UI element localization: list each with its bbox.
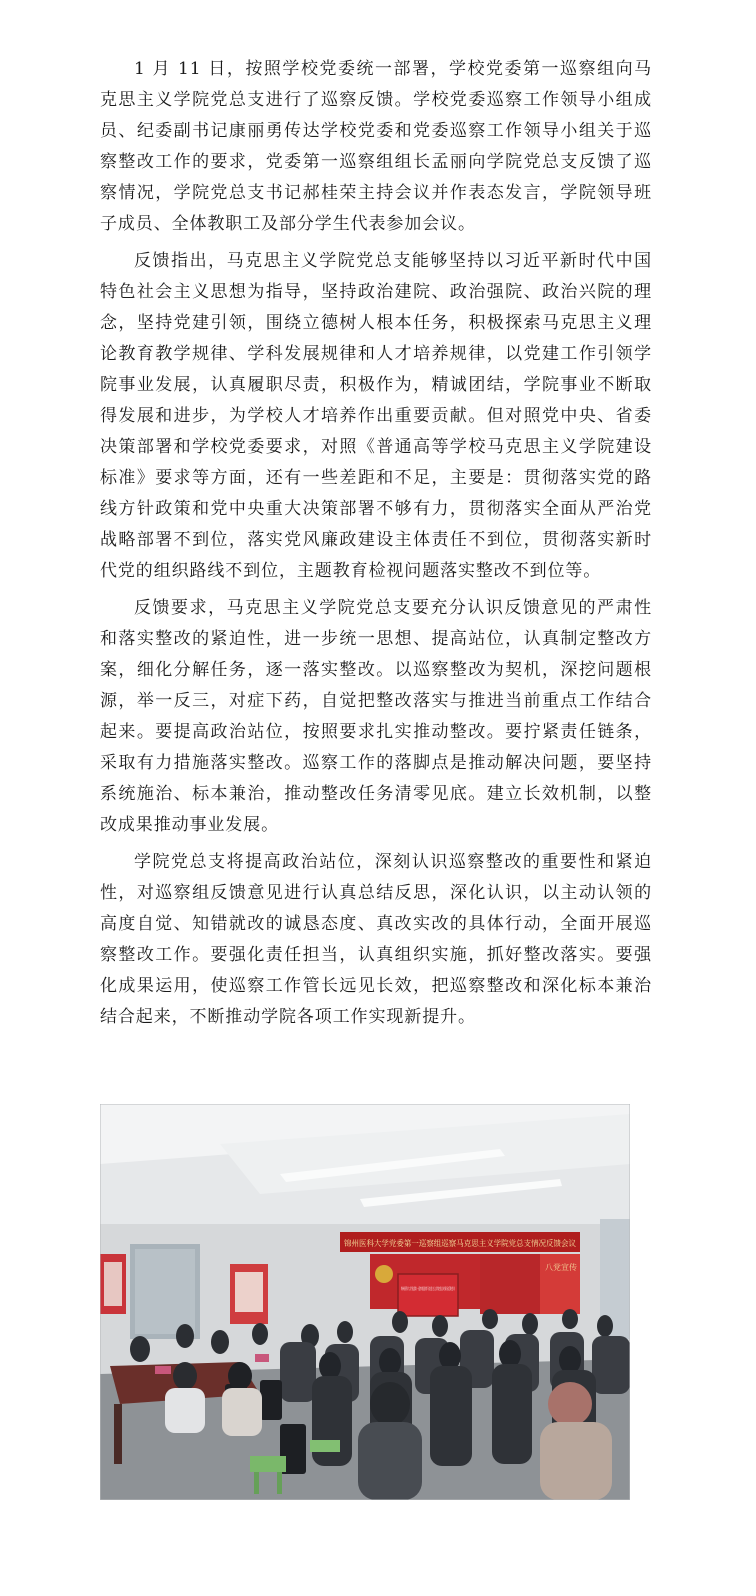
photo-foreground-person [358, 1422, 422, 1500]
photo-screen-text [401, 1285, 455, 1291]
photo-board-text: 八党宣传 [545, 1263, 577, 1272]
article-body [100, 54, 652, 1039]
paragraph-4: 学院党总支将提高政治站位，深刻认识巡察整改的重要性和紧迫性，对巡察组反馈意见进行认真总结反思，深化认识，以主动认领的高度自觉、知错就改的诚恳态度、真改实改的具体行动，全面开展巡察整改工作。要强化责任担当，认真组织实施，抓好整改落实。要强化成果运用，使巡察工作管长远见长效，把巡察整改和深化标本兼治结合起来，不断推动学院各项工作实现新提升。 [100, 852, 652, 1027]
photo-banner-text: 锦州医科大学党委第一巡察组巡察马克思主义学院党总支情况反馈会议 [344, 1239, 592, 1248]
meeting-photo [100, 1104, 630, 1500]
paragraph-2: 反馈指出，马克思主义学院党总支能够坚持以习近平新时代中国特色社会主义思想为指导，坚持政治建院、政治强院、政治兴院的理念，坚持党建引领，围绕立德树人根本任务，积极探索马克思主义理论教育教学规律、学科发展规律和人才培养规律，以党建工作引领学院事业发展，认真履职尽责，积极作为，精诚团结，学院事业不断取得发展和进步，为学校人才培养作出重要贡献。但对照党中央、省委决策部署和学校党委要求，对照《普通高等学校马克思主义学院建设标准》要求等方面，还有一些差距和不足，主要是：贯彻落实党的路线方针政策和党中央重大决策部署不够有力，贯彻落实全面从严治党战略部署不到位，落实党风廉政建设主体责任不到位，贯彻落实新时代党的组织路线不到位，主题教育检视问题落实整改不到位等。 [100, 251, 652, 581]
photo-screen [398, 1274, 458, 1316]
paragraph-1: 1 月 11 日，按照学校党委统一部署，学校党委第一巡察组向马克思主义学院党总支进行了巡察反馈。学校党委巡察工作领导小组成员、纪委副书记康丽勇传达学校党委和党委巡察工作领导小组关于巡察整改工作的要求，党委第一巡察组组长孟丽向学院党总支反馈了巡察情况，学院党总支书记郝桂荣主持会议并作表态发言，学院领导班子成员、全体教职工及部分学生代表参加会议。 [100, 59, 652, 234]
photo-stool [250, 1456, 286, 1472]
paragraph-3: 反馈要求，马克思主义学院党总支要充分认识反馈意见的严肃性和落实整改的紧迫性，进一步统一思想、提高站位，认真制定整改方案，细化分解任务，逐一落实整改。以巡察整改为契机，深挖问题根源，举一反三，对症下药，自觉把整改落实与推进当前重点工作结合起来。要提高政治站位，按照要求扎实推动整改。要拧紧责任链条，采取有力措施落实整改。巡察工作的落脚点是推动解决问题，要坚持系统施治、标本兼治，推动整改任务清零见底。建立长效机制，以整改成果推动事业发展。 [100, 598, 652, 835]
photo-emblem [375, 1265, 393, 1283]
